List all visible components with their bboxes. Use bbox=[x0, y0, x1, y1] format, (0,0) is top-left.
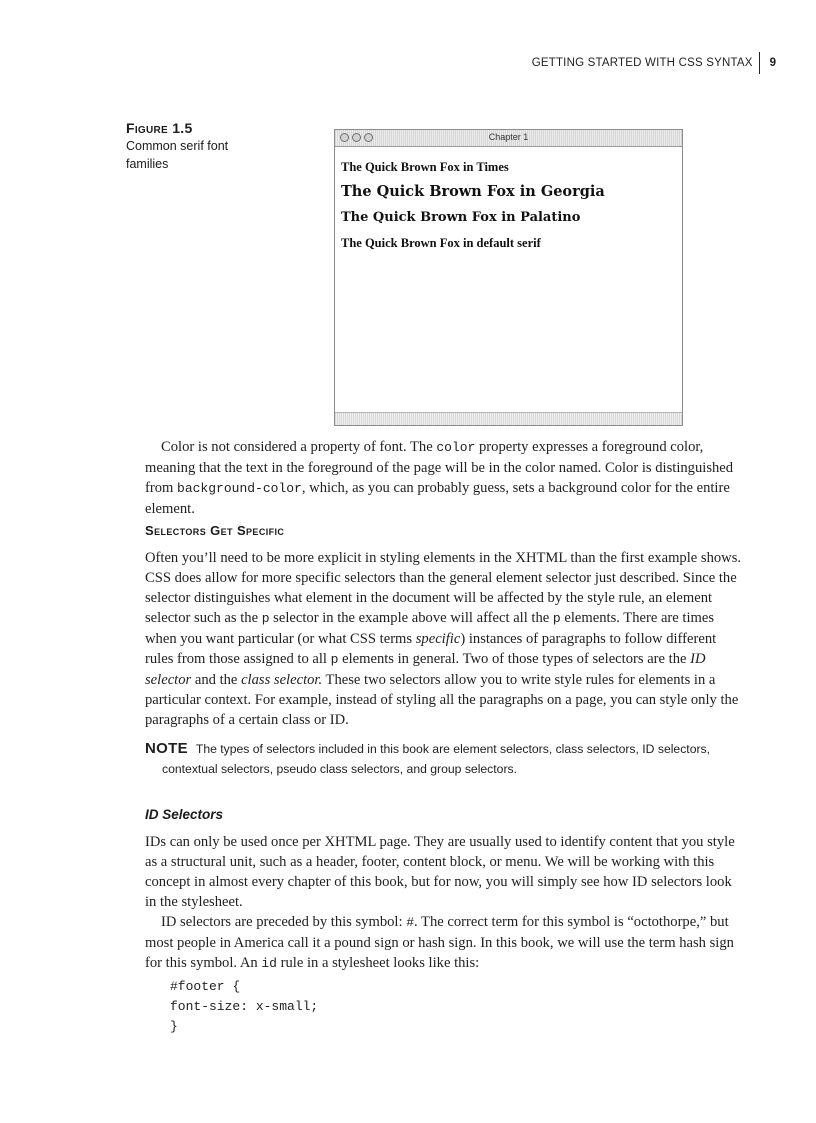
running-title: GETTING STARTED WITH CSS SYNTAX bbox=[531, 57, 753, 69]
running-header bbox=[532, 52, 776, 74]
inline-code: p bbox=[330, 652, 339, 667]
sample-line-default-serif: The Quick Brown Fox in default serif bbox=[341, 236, 541, 250]
figure-description: Common serif font families bbox=[126, 139, 229, 171]
sample-line-georgia: The Quick Brown Fox in Georgia bbox=[341, 183, 605, 200]
inline-code: p bbox=[552, 611, 561, 626]
note-line-1 bbox=[145, 739, 745, 759]
paragraph-id-2 bbox=[145, 912, 745, 974]
code-line: #footer { bbox=[170, 979, 241, 994]
paragraph-selectors bbox=[145, 548, 745, 730]
section-heading-id-selectors: ID Selectors bbox=[145, 807, 224, 822]
emphasis: specific bbox=[415, 631, 461, 647]
figure-label: Figure 1.5 bbox=[126, 120, 193, 136]
text-run: rule in a stylesheet looks like this: bbox=[276, 955, 480, 971]
text-run: and the bbox=[191, 672, 242, 688]
text-run: . The correct term for this symbol is “octothorpe,” but most people in America call it a pound sign or hash sign. In this book, we will use the term hash sign for this symbol. An bbox=[145, 914, 734, 971]
text-run: These two selectors allow you to write style rules for elements in a particular context. For example, instead of styling all the paragraphs on a page, you can style only the paragraphs of a certain class or ID. bbox=[145, 672, 739, 728]
window-titlebar bbox=[335, 130, 682, 147]
paragraph-id-1: IDs can only be used once per XHTML page. They are usually used to identify content that you style as a structural unit, such as a header, footer, content block, or menu. We will be working with this concept in almost every chapter of this book, but for now, you will simply see how ID selectors look in the stylesheet. bbox=[145, 834, 735, 910]
note-text-2: contextual selectors, pseudo class selectors, and group selectors. bbox=[162, 762, 517, 776]
code-line: } bbox=[170, 1019, 178, 1034]
sample-line-palatino: The Quick Brown Fox in Palatino bbox=[341, 210, 581, 225]
code-line: font-size: x-small; bbox=[170, 999, 319, 1014]
inline-code: id bbox=[261, 956, 277, 971]
section-heading-selectors: Selectors Get Specific bbox=[145, 523, 285, 538]
header-divider bbox=[759, 52, 760, 74]
note-block bbox=[145, 739, 745, 779]
text-run: Color is not considered a property of font. The bbox=[161, 439, 437, 455]
browser-content bbox=[335, 147, 682, 412]
figure-caption bbox=[126, 120, 316, 173]
inline-code: color bbox=[436, 440, 476, 455]
inline-code: # bbox=[406, 915, 414, 930]
browser-window-screenshot bbox=[334, 129, 683, 426]
inline-code: background-color bbox=[177, 481, 302, 496]
text-run: Often you’ll need to be more explicit in styling elements in the XHTML than the first example shows. CSS does allow for more specific selectors than the general element selector just described. Since the selector distinguishes what element in the document will be affected by the style rule, an element selector such as the bbox=[145, 550, 742, 626]
sample-line-times: The Quick Brown Fox in Times bbox=[341, 160, 509, 174]
emphasis: ID selector bbox=[145, 651, 706, 688]
text-run: , which, as you can probably guess, sets a background color for the entire element. bbox=[145, 480, 730, 517]
text-run: elements. There are times when you want particular (or what CSS terms bbox=[145, 610, 715, 647]
window-statusbar bbox=[335, 412, 682, 425]
window-title: Chapter 1 bbox=[488, 132, 529, 142]
page-number: 9 bbox=[769, 57, 776, 69]
paragraph-color bbox=[145, 437, 745, 519]
note-text-1: The types of selectors included in this book are element selectors, class selectors, ID selectors, bbox=[195, 742, 711, 756]
inline-code: p bbox=[261, 611, 270, 626]
text-run: ID selectors are preceded by this symbol: bbox=[161, 914, 407, 930]
note-label: NOTE bbox=[145, 740, 188, 757]
text-run: ) instances of paragraphs to follow different rules from those assigned to all bbox=[145, 631, 717, 667]
text-run: elements in general. Two of those types of selectors are the bbox=[338, 651, 691, 667]
emphasis: class selector. bbox=[241, 672, 323, 688]
text-run: selector in the example above will affect all the bbox=[269, 610, 553, 626]
text-run: property expresses a foreground color, meaning that the text in the foreground of the page will be in the color named. Color is distinguished from bbox=[145, 439, 734, 496]
code-sample bbox=[170, 977, 318, 1037]
